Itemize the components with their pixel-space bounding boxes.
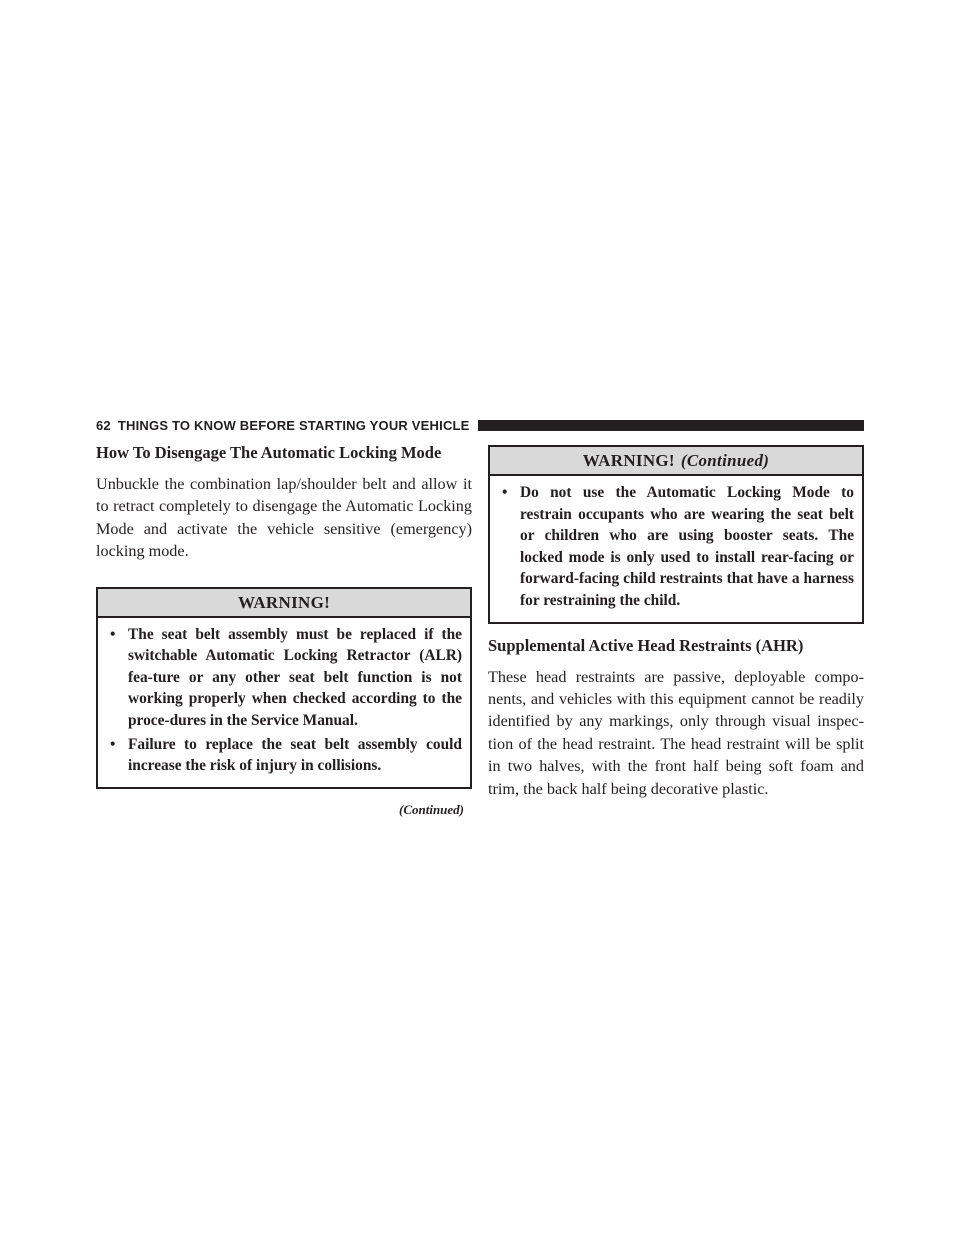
warning-item-text: Do not use the Automatic Locking Mode to restrain occupants who are wearing the seat belt or children who are using booster seats. The locked mode is only used to install rear-facing or forward-facing child restraints that have a harness for restraining the child. (520, 484, 854, 609)
warning-list (98, 618, 470, 787)
warning-box-continued (488, 445, 864, 624)
body-paragraph-disengage: Unbuckle the combination lap/shoulder belt and allow it to retract completely to disengage the Automatic Locking Mode and activate the vehicle sensitive (emergency) locking mode. (96, 475, 472, 561)
warning-header (490, 447, 862, 476)
warning-item (110, 624, 462, 732)
section-heading-disengage: How To Disengage The Automatic Locking Mode (96, 443, 442, 462)
warning-item (110, 734, 462, 777)
page-header (96, 416, 864, 434)
warning-list (490, 476, 862, 622)
warning-header (98, 589, 470, 618)
warning-item (502, 482, 854, 612)
chapter-title: THINGS TO KNOW BEFORE STARTING YOUR VEHICLE (117, 417, 470, 433)
body-paragraph-ahr: These head restraints are passive, deployable compo-nents, and vehicles with this equipment cannot be readily identified by any markings, only through visual inspec-tion of the head restraint. The head restraint will be split in two halves, with the front half being soft foam and trim, the back half being decorative plastic. (488, 667, 864, 798)
bullet-icon: • (502, 484, 508, 501)
left-column (96, 438, 472, 818)
warning-box (96, 587, 472, 789)
warning-continued-label: (Continued) (680, 451, 770, 470)
page-number: 62 (96, 417, 111, 433)
bullet-icon: • (110, 625, 116, 643)
warning-item-text: Failure to replace the seat belt assembly could increase the risk of injury in collisions. (128, 735, 462, 775)
continued-note: (Continued) (398, 801, 464, 817)
section-heading-ahr: Supplemental Active Head Restraints (AHR) (488, 635, 804, 655)
right-column (488, 438, 864, 800)
header-rule (478, 420, 864, 431)
bullet-icon: • (110, 735, 116, 753)
warning-title: WARNING! (237, 592, 331, 612)
warning-title: WARNING! (582, 451, 675, 470)
warning-item-text: The seat belt assembly must be replaced if the switchable Automatic Locking Retractor (ALR) fea-ture or any other seat belt function is not working properly when checked according to the proce-dures in the Service Manual. (128, 625, 462, 729)
